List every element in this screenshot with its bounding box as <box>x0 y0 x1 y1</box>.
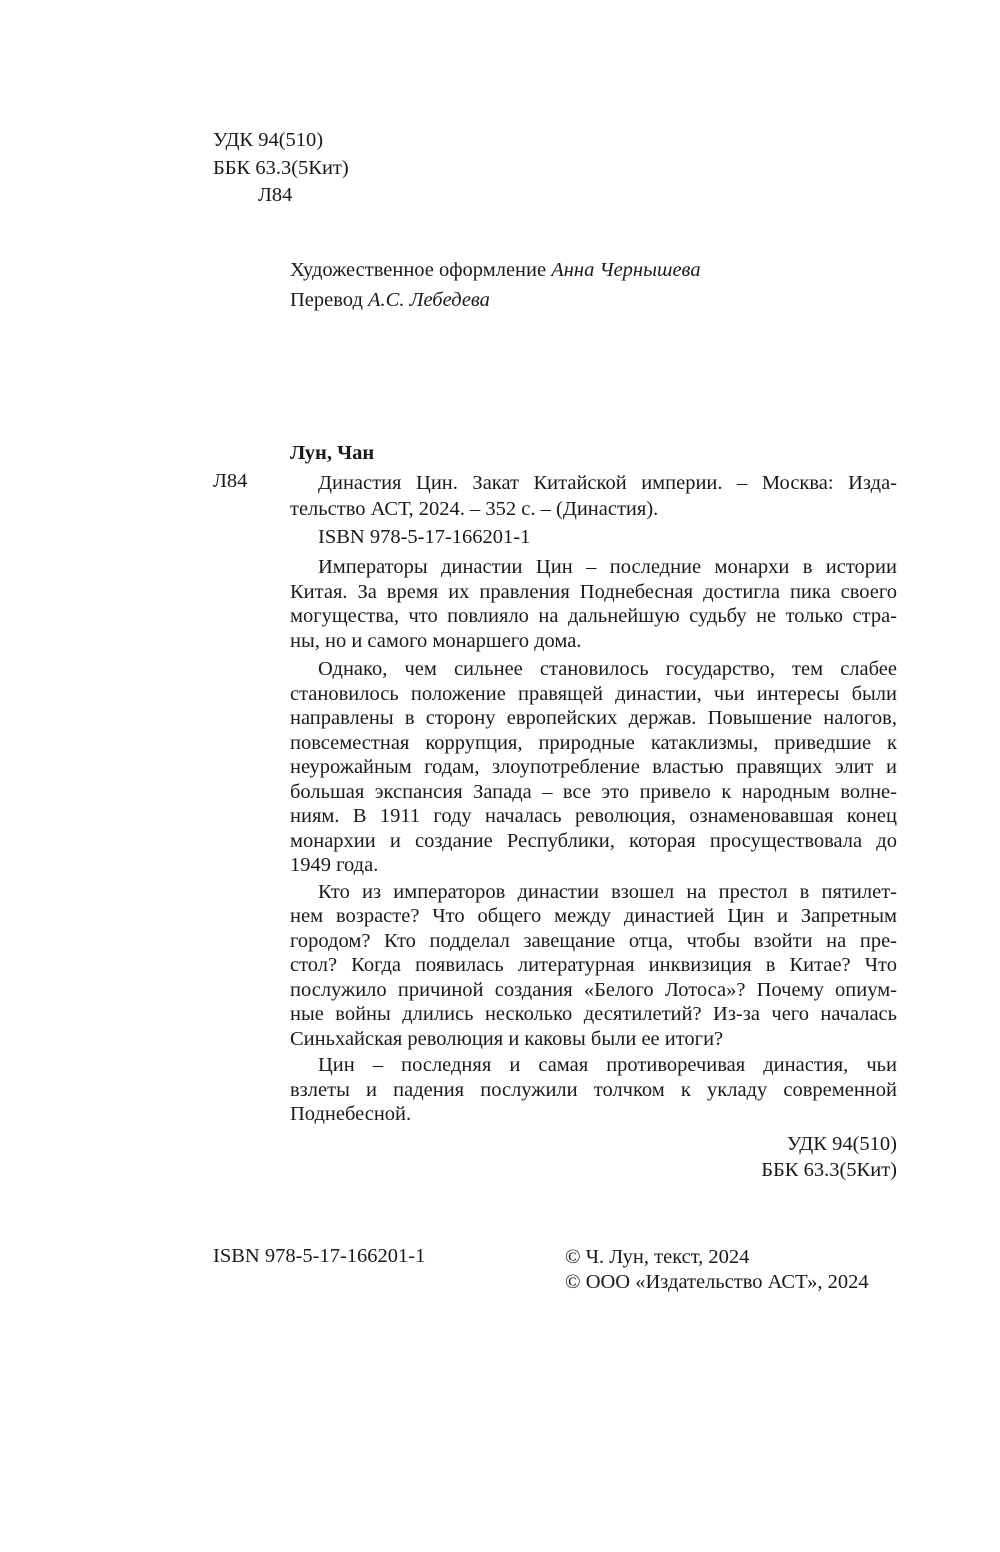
text-line: Кто из императоров династии взошел на престол в пятилет- <box>318 880 897 903</box>
text-line: Поднебесной. <box>290 1103 412 1125</box>
text-line: ные войны длились несколько десятилетий? Из-за чего началась <box>290 1003 897 1025</box>
copyright-author: © Ч. Лун, текст, 2024 <box>565 1246 750 1268</box>
text-line: Императоры династии Цин – последние монархи в истории <box>318 556 897 578</box>
footer-isbn: ISBN 978-5-17-166201-1 <box>213 1245 426 1267</box>
udk-code: УДК 94(510) <box>786 1132 897 1155</box>
copyright-publisher: © ООО «Издательство АСТ», 2024 <box>565 1271 869 1293</box>
paragraph <box>290 657 897 878</box>
copyright-block <box>565 1245 869 1295</box>
isbn-line: ISBN 978-5-17-166201-1 <box>318 526 531 548</box>
text-line: повсеместная коррупция, природные катаклизмы, приведшие к <box>290 731 897 754</box>
text-line: ны, но и самого монаршего дома. <box>290 629 582 652</box>
udk-code: УДК 94(510) <box>213 129 324 151</box>
paragraph <box>290 555 897 653</box>
text-line: Однако, чем сильнее становилось государство, тем слабее <box>318 658 897 680</box>
classification-top <box>213 127 349 210</box>
classification-bottom <box>290 1131 897 1183</box>
text-line: 1949 года. <box>290 854 379 876</box>
bbk-code: ББК 63.3(5Кит) <box>761 1158 897 1181</box>
author-mark: Л84 <box>258 184 293 206</box>
text-line: городом? Кто подделал завещание отца, чтобы взойти на пре- <box>290 929 897 952</box>
bib-line: Династия Цин. Закат Китайской империи. – Москва: Изда- <box>318 472 897 494</box>
translation-credit: Перевод А.С. Лебедева <box>290 289 490 311</box>
author-mark-side: Л84 <box>213 470 248 492</box>
design-credit: Художественное оформление Анна Чернышева <box>290 259 701 281</box>
text-line: Цин – последняя и самая противоречивая династия, чьи <box>318 1054 897 1076</box>
text-line: большая экспансия Запада – все это привело к народным волне- <box>290 780 897 803</box>
text-line: нем возрасте? Что общего между династией Цин и Запретным <box>290 905 897 927</box>
bbk-code: ББК 63.3(5Кит) <box>213 156 349 179</box>
paragraph <box>290 1053 897 1127</box>
text-line: послужило причиной создания «Белого Лотоса»? Почему опиум- <box>290 978 897 1001</box>
bibliographic-entry <box>290 470 897 550</box>
text-line: ниям. В 1911 году началась революция, ознаменовавшая конец <box>290 805 897 827</box>
text-line: направлены в сторону европейских держав. Повышение налогов, <box>290 707 897 729</box>
text-line: стол? Когда появилась литературная инквизиция в Китае? Что <box>290 954 897 976</box>
text-line: становилось положение правящей династии, чьи интересы были <box>290 682 897 705</box>
text-line: Синьхайская революция и каковы были ее итоги? <box>290 1027 724 1050</box>
annotation <box>290 555 897 1183</box>
text-line: неурожайным годам, злоупотребление властью правящих элит и <box>290 756 897 778</box>
bib-line: тельство АСТ, 2024. – 352 с. – (Династия). <box>290 498 659 520</box>
paragraph <box>290 880 897 1052</box>
text-line: Китая. За время их правления Поднебесная достигла пика своего <box>290 580 897 603</box>
text-line: взлеты и падения послужили толчком к укладу современной <box>290 1078 897 1101</box>
author-heading: Лун, Чан <box>290 442 375 464</box>
credits <box>290 255 701 315</box>
text-line: монархии и создание Республики, которая просуществовала до <box>290 829 897 852</box>
text-line: могущества, что повлияло на дальнейшую судьбу не только стра- <box>290 605 897 627</box>
